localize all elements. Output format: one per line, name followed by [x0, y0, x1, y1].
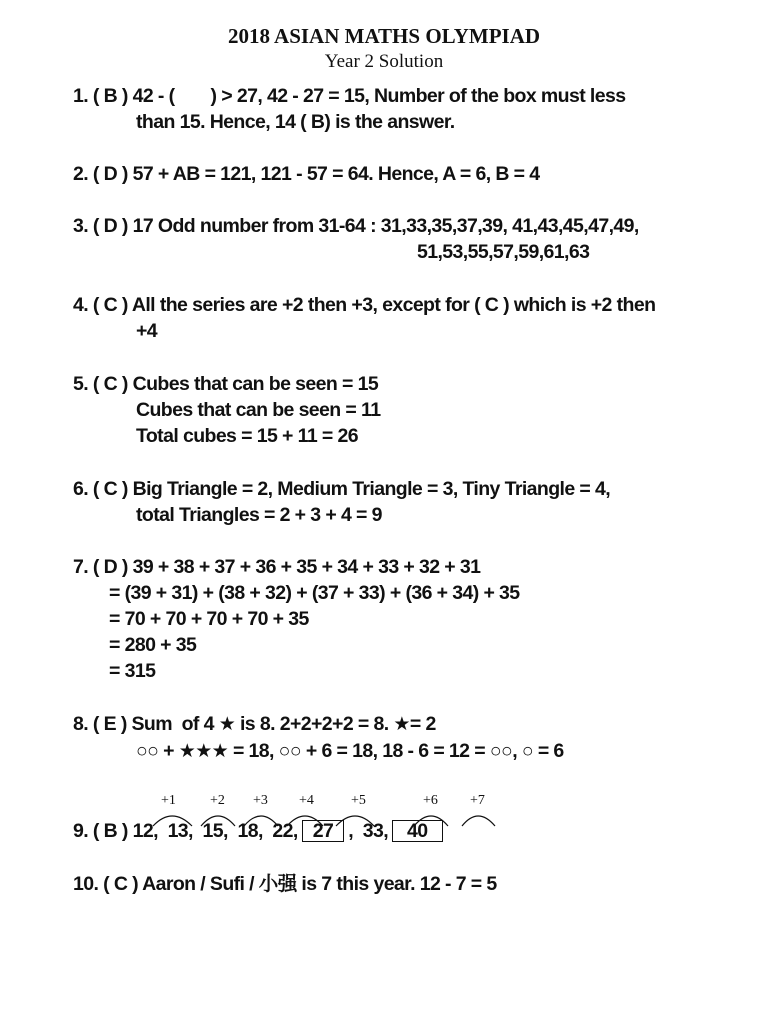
- q9-comma: ,: [348, 820, 354, 842]
- q1-line-2: than 15. Hence, 14 ( B) is the answer.: [136, 111, 455, 133]
- star-icon: ★: [218, 714, 236, 735]
- step-label: +3: [253, 793, 268, 808]
- step-label: +2: [210, 793, 225, 808]
- q8-text-a: 8. ( E ) Sum of 4: [73, 713, 214, 735]
- q3-line-2: 51,53,55,57,59,61,63: [417, 241, 590, 263]
- q7-line-2: = (39 + 31) + (38 + 32) + (37 + 33) + (36 + 34) + 35: [109, 582, 520, 604]
- step-label: +7: [470, 793, 485, 808]
- q9-term: 22,: [272, 820, 298, 842]
- q4-line-2: +4: [136, 320, 158, 342]
- q1-text-start: 1. ( B ) 42 - (: [73, 85, 175, 107]
- q9-prefix: 9. ( B ) 12,: [73, 820, 158, 842]
- answer-box-40: 40: [392, 820, 443, 842]
- q5-line-3: Total cubes = 15 + 11 = 26: [136, 425, 358, 447]
- q1-text-end: ) > 27, 42 - 27 = 15, Number of the box must less: [210, 85, 626, 107]
- q8-text-b: is 8. 2+2+2+2 = 8.: [239, 713, 389, 735]
- step-arc: [462, 816, 495, 826]
- q6-line-2: total Triangles = 2 + 3 + 4 = 9: [136, 504, 382, 526]
- step-label: +4: [299, 793, 314, 808]
- q9-line-1: [73, 819, 447, 843]
- three-stars-icon: ★★★: [178, 741, 229, 762]
- q8-text-c: = 2: [409, 713, 436, 735]
- step-label: +5: [351, 793, 366, 808]
- q7-line-5: = 315: [109, 660, 156, 682]
- q3-line-1: 3. ( D ) 17 Odd number from 31-64 : 31,33,35,37,39, 41,43,45,47,49,: [73, 215, 639, 237]
- q7-line-4: = 280 + 35: [109, 634, 197, 656]
- step-label: +1: [161, 793, 176, 808]
- answer-box-27: 27: [302, 820, 345, 842]
- page-subtitle: Year 2 Solution: [324, 51, 444, 72]
- q8-circles-text: ○○ +: [136, 740, 174, 762]
- q8-text-d: = 18, ○○ + 6 = 18, 18 - 6 = 12 = ○○, ○ = 6: [232, 740, 564, 762]
- q9-term: 18,: [237, 820, 263, 842]
- step-label: +6: [423, 793, 438, 808]
- page-title: 2018 ASIAN MATHS OLYMPIAD: [227, 24, 541, 48]
- q5-line-2: Cubes that can be seen = 11: [136, 399, 381, 421]
- q7-line-1: 7. ( D ) 39 + 38 + 37 + 36 + 35 + 34 + 33 + 32 + 31: [73, 556, 481, 578]
- q9-term: 13,: [167, 820, 193, 842]
- q2-line-1: 2. ( D ) 57 + AB = 121, 121 - 57 = 64. Hence, A = 6, B = 4: [73, 163, 540, 185]
- q4-line-1: 4. ( C ) All the series are +2 then +3, except for ( C ) which is +2 then: [73, 294, 656, 316]
- q9-term: 33,: [362, 820, 389, 842]
- q9-term: 15,: [202, 820, 228, 842]
- q10-line-1: 10. ( C ) Aaron / Sufi / 小强 is 7 this year. 12 - 7 = 5: [73, 873, 497, 895]
- q5-line-1: 5. ( C ) Cubes that can be seen = 15: [73, 373, 379, 395]
- q7-line-3: = 70 + 70 + 70 + 70 + 35: [109, 608, 309, 630]
- star-icon: ★: [393, 714, 410, 735]
- q6-line-1: 6. ( C ) Big Triangle = 2, Medium Triangle = 3, Tiny Triangle = 4,: [73, 478, 611, 500]
